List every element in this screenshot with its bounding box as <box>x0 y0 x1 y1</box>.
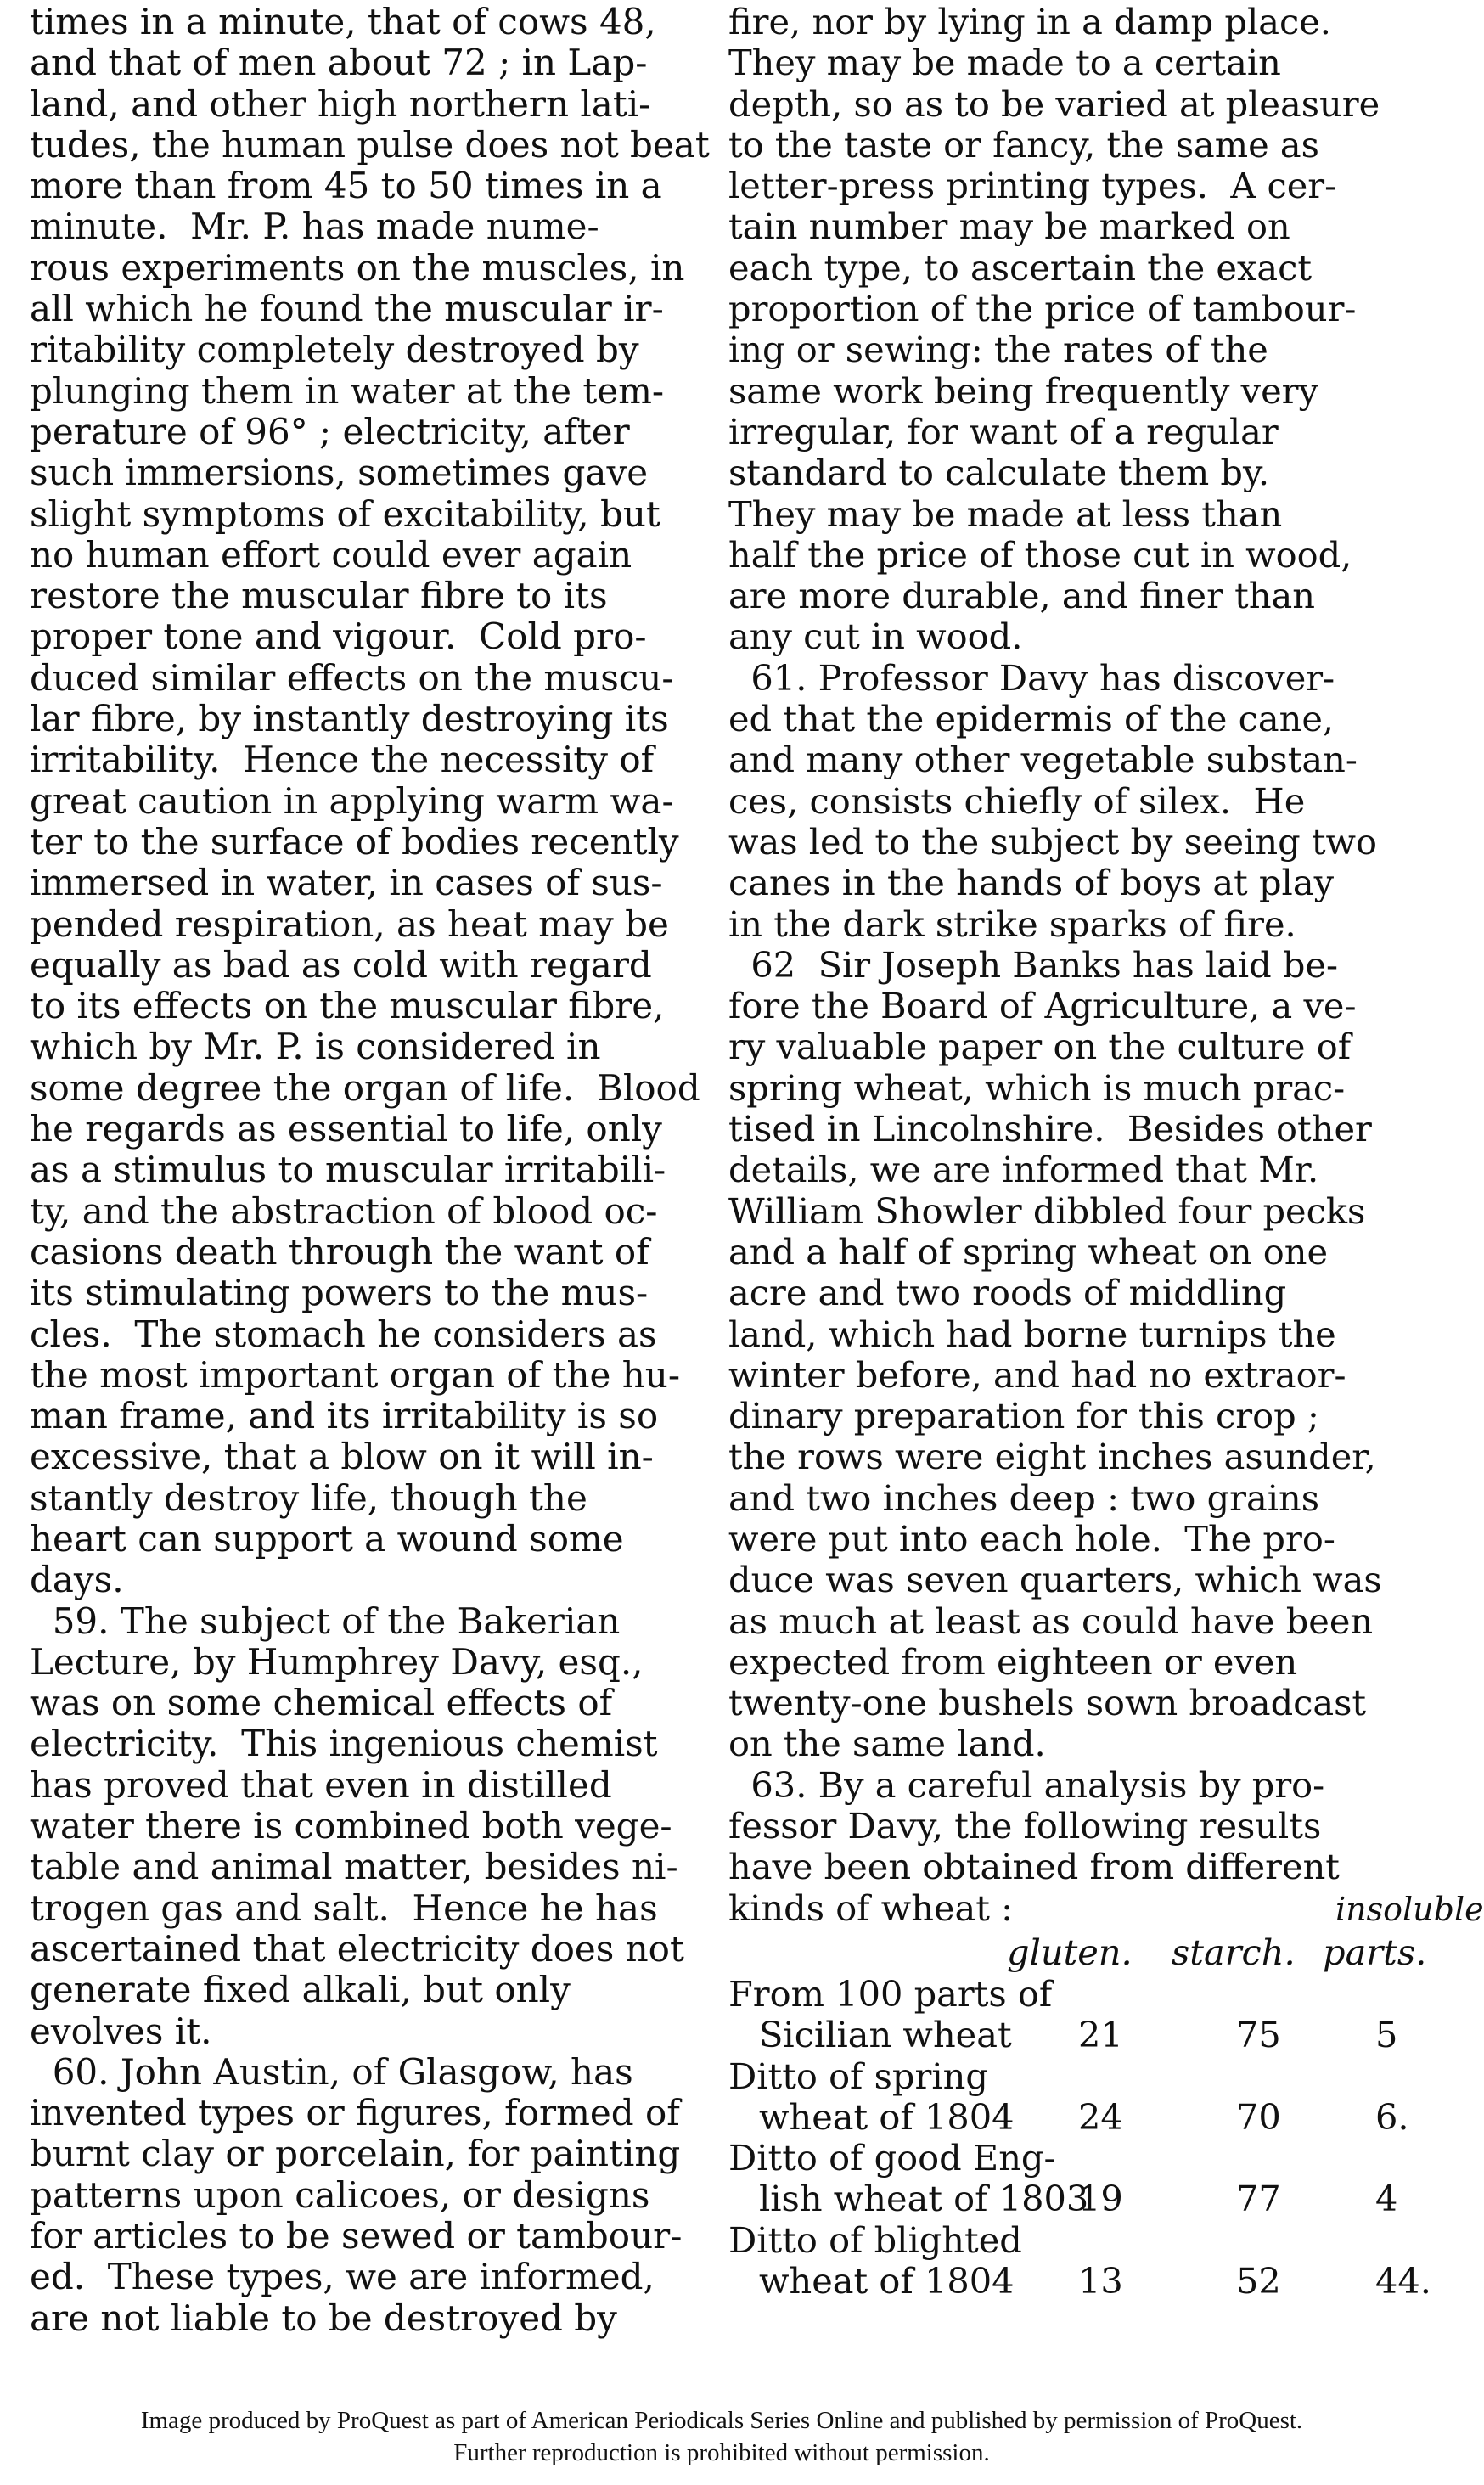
text-line: ascertained that electricity does not <box>30 1927 684 1970</box>
row-label-line-2: lish wheat of 1803 <box>759 2178 1089 2220</box>
cell-starch: 75 <box>1236 2014 1281 2056</box>
text-line: fire, nor by lying in a damp place. <box>728 1 1331 42</box>
text-line: for articles to be sewed or tambour- <box>30 2215 683 2257</box>
text-line: to its effects on the muscular fibre, <box>30 985 665 1027</box>
row-label-line-1: Ditto of spring <box>728 2055 988 2097</box>
text-line: restore the muscular fibre to its <box>30 575 608 617</box>
text-line: no human effort could ever again <box>30 533 632 576</box>
text-line: land, which had borne turnips the <box>728 1313 1336 1355</box>
text-line: ed. These types, we are informed, <box>30 2256 655 2298</box>
right-column-text <box>728 2 1416 1929</box>
cell-starch: 70 <box>1236 2095 1281 2138</box>
cell-gluten: 24 <box>1078 2095 1123 2138</box>
text-line: spring wheat, which is much prac- <box>728 1066 1346 1109</box>
cell-gluten: 19 <box>1078 2178 1123 2220</box>
text-line: ty, and the abstraction of blood oc- <box>30 1189 658 1232</box>
text-line: twenty-one bushels sown broadcast <box>728 1682 1367 1724</box>
text-line: tain number may be marked on <box>728 205 1290 248</box>
text-line: electricity. This ingenious chemist <box>30 1723 658 1765</box>
text-line: same work being frequently very <box>728 369 1318 412</box>
text-line: cles. The stomach he considers as <box>30 1313 657 1355</box>
left-column <box>30 2 709 2339</box>
left-column-text <box>30 2 709 2339</box>
text-line: great caution in applying warm wa- <box>30 779 674 822</box>
table-row-label <box>728 2138 1416 2179</box>
table-row-label <box>728 1974 1416 2015</box>
cell-gluten: 13 <box>1078 2260 1123 2302</box>
text-line: perature of 96° ; electricity, after <box>30 410 630 453</box>
text-line: casions death through the want of <box>30 1230 649 1273</box>
text-line: irregular, for want of a regular <box>728 410 1279 453</box>
text-line: to the taste or fancy, the same as <box>728 123 1319 166</box>
cell-starch: 52 <box>1236 2260 1281 2302</box>
text-line: 62 Sir Joseph Banks has laid be- <box>728 943 1339 986</box>
text-line: as much at least as could have been <box>728 1600 1374 1642</box>
text-line: the rows were eight inches asunder, <box>728 1436 1376 1478</box>
text-line: plunging them in water at the tem- <box>30 369 665 412</box>
text-line: and a half of spring wheat on one <box>728 1230 1329 1273</box>
footer-line-2: Further reproduction is prohibited without permission. <box>453 2439 990 2466</box>
text-line: trogen gas and salt. Hence he has <box>30 1886 658 1929</box>
table-header-starch: starch. <box>1172 1931 1296 1973</box>
text-line: 63. By a careful analysis by pro- <box>728 1763 1325 1806</box>
text-line: has proved that even in distilled <box>30 1763 612 1806</box>
text-line: details, we are informed that Mr. <box>728 1149 1319 1191</box>
text-line: tised in Lincolnshire. Besides other <box>728 1108 1372 1150</box>
text-line: lar fibre, by instantly destroying its <box>30 698 669 740</box>
text-line: ritability completely destroyed by <box>30 329 639 371</box>
cell-parts: 5 <box>1375 2014 1398 2056</box>
text-line: days. <box>30 1559 124 1601</box>
row-label-line-2: wheat of 1804 <box>759 2260 1015 2302</box>
text-line: were put into each hole. The pro- <box>728 1517 1335 1560</box>
row-label-line-2: Sicilian wheat <box>759 2014 1012 2056</box>
text-line: some degree the organ of life. Blood <box>30 1066 700 1109</box>
row-label-line-1: Ditto of blighted <box>728 2218 1022 2261</box>
text-line: each type, to ascertain the exact <box>728 246 1313 289</box>
text-line: duce was seven quarters, which was <box>728 1559 1382 1601</box>
table-header-gluten: gluten. <box>1007 1931 1133 1973</box>
text-line: slight symptoms of excitability, but <box>30 492 660 535</box>
text-line: the most important organ of the hu- <box>30 1353 681 1396</box>
text-line: was led to the subject by seeing two <box>728 820 1378 863</box>
text-line: minute. Mr. P. has made nume- <box>30 205 599 248</box>
text-line: are more durable, and finer than <box>728 575 1316 617</box>
text-line: dinary preparation for this crop ; <box>728 1395 1319 1437</box>
text-line: patterns upon calicoes, or designs <box>30 2173 650 2216</box>
text-line: as a stimulus to muscular irritabili- <box>30 1149 666 1191</box>
table-row <box>728 2179 1416 2219</box>
text-line: which by Mr. P. is considered in <box>30 1026 601 1068</box>
row-label-line-1: Ditto of good Eng- <box>728 2137 1056 2179</box>
text-line: William Showler dibbled four pecks <box>728 1189 1366 1232</box>
text-line: its stimulating powers to the mus- <box>30 1272 649 1314</box>
text-line: proportion of the price of tambour- <box>728 288 1357 330</box>
row-label-line-1: From 100 parts of <box>728 1973 1053 2015</box>
text-line: winter before, and had no extraor- <box>728 1353 1346 1396</box>
text-line: acre and two roods of middling <box>728 1272 1287 1314</box>
text-line: ed that the epidermis of the cane, <box>728 698 1335 740</box>
text-line: all which he found the muscular ir- <box>30 288 664 330</box>
table-row-label <box>728 2220 1416 2261</box>
text-line: heart can support a wound some <box>30 1517 624 1560</box>
text-line: man frame, and its irritability is so <box>30 1395 659 1437</box>
text-line: and many other vegetable substan- <box>728 739 1358 781</box>
text-line: pended respiration, as heat may be <box>30 902 669 945</box>
text-line: tudes, the human pulse does not beat <box>30 123 710 166</box>
table-header-insoluble: insoluble <box>1335 1891 1484 1928</box>
text-line: on the same land. <box>728 1723 1046 1765</box>
table-row-label <box>728 2056 1416 2097</box>
table-row <box>728 2260 1431 2302</box>
text-line: table and animal matter, besides ni- <box>30 1846 678 1888</box>
text-line: irritability. Hence the necessity of <box>30 739 655 781</box>
text-line: ing or sewing: the rates of the <box>728 329 1268 371</box>
text-line: kinds of wheat : <box>728 1886 1014 1929</box>
text-line: land, and other high northern lati- <box>30 82 651 125</box>
row-label-line-2: wheat of 1804 <box>759 2095 1015 2138</box>
text-line: invented types or figures, formed of <box>30 2092 680 2134</box>
text-line: They may be made at less than <box>728 492 1283 535</box>
text-line: duced similar effects on the muscu- <box>30 656 674 699</box>
table-row <box>728 2015 1416 2055</box>
text-line: more than from 45 to 50 times in a <box>30 165 662 207</box>
text-line: was on some chemical effects of <box>30 1682 613 1724</box>
text-line: have been obtained from different <box>728 1846 1340 1888</box>
text-line: and that of men about 72 ; in Lap- <box>30 42 648 84</box>
text-line: fore the Board of Agriculture, a ve- <box>728 985 1357 1027</box>
cell-starch: 77 <box>1236 2178 1281 2220</box>
text-line: They may be made to a certain <box>728 42 1281 84</box>
text-line: burnt clay or porcelain, for painting <box>30 2133 681 2175</box>
text-line: standard to calculate them by. <box>728 452 1270 494</box>
text-line: he regards as essential to life, only <box>30 1108 662 1150</box>
text-line: depth, so as to be varied at pleasure <box>728 82 1380 125</box>
table-header-row <box>728 1931 1427 1973</box>
text-line: times in a minute, that of cows 48, <box>30 1 656 42</box>
text-line: proper tone and vigour. Cold pro- <box>30 616 647 658</box>
footer-line-1: Image produced by ProQuest as part of American Periodicals Series Online and published by permission of ProQuest. <box>140 2407 1303 2434</box>
text-line: 61. Professor Davy has discover- <box>728 656 1335 699</box>
cell-parts: 4 <box>1375 2178 1398 2220</box>
text-line: fessor Davy, the following results <box>728 1805 1322 1847</box>
text-line: 59. The subject of the Bakerian <box>30 1600 621 1642</box>
text-line: equally as bad as cold with regard <box>30 943 652 986</box>
text-line: letter-press printing types. A cer- <box>728 165 1337 207</box>
table-header-parts: parts. <box>1323 1931 1427 1973</box>
cell-parts: 44. <box>1375 2260 1431 2302</box>
text-line: any cut in wood. <box>728 616 1023 658</box>
text-line: evolves it. <box>30 2010 212 2052</box>
text-line: 60. John Austin, of Glasgow, has <box>30 2050 633 2093</box>
text-line: half the price of those cut in wood, <box>728 533 1352 576</box>
cell-gluten: 21 <box>1078 2014 1123 2056</box>
text-line: water there is combined both vege- <box>30 1805 672 1847</box>
text-line: and two inches deep : two grains <box>728 1476 1320 1519</box>
text-line: immersed in water, in cases of sus- <box>30 862 663 904</box>
text-line: ter to the surface of bodies recently <box>30 820 679 863</box>
right-column <box>728 2 1416 1929</box>
text-line: are not liable to be destroyed by <box>30 2297 617 2339</box>
text-line: rous experiments on the muscles, in <box>30 246 685 289</box>
text-line: ces, consists chiefly of silex. He <box>728 779 1306 822</box>
table-body <box>728 1973 1431 2302</box>
text-line: Lecture, by Humphrey Davy, esq., <box>30 1640 644 1683</box>
table-row <box>728 2097 1416 2138</box>
text-line: ry valuable paper on the culture of <box>728 1026 1352 1068</box>
text-line: such immersions, sometimes gave <box>30 452 649 494</box>
text-line: generate fixed alkali, but only <box>30 1969 571 2011</box>
text-line: canes in the hands of boys at play <box>728 862 1335 904</box>
proquest-footer <box>0 2404 1443 2469</box>
text-line: excessive, that a blow on it will in- <box>30 1436 654 1478</box>
text-line: in the dark strike sparks of fire. <box>728 902 1296 945</box>
cell-parts: 6. <box>1375 2095 1409 2138</box>
text-line: expected from eighteen or even <box>728 1640 1298 1683</box>
text-line: stantly destroy life, though the <box>30 1476 587 1519</box>
